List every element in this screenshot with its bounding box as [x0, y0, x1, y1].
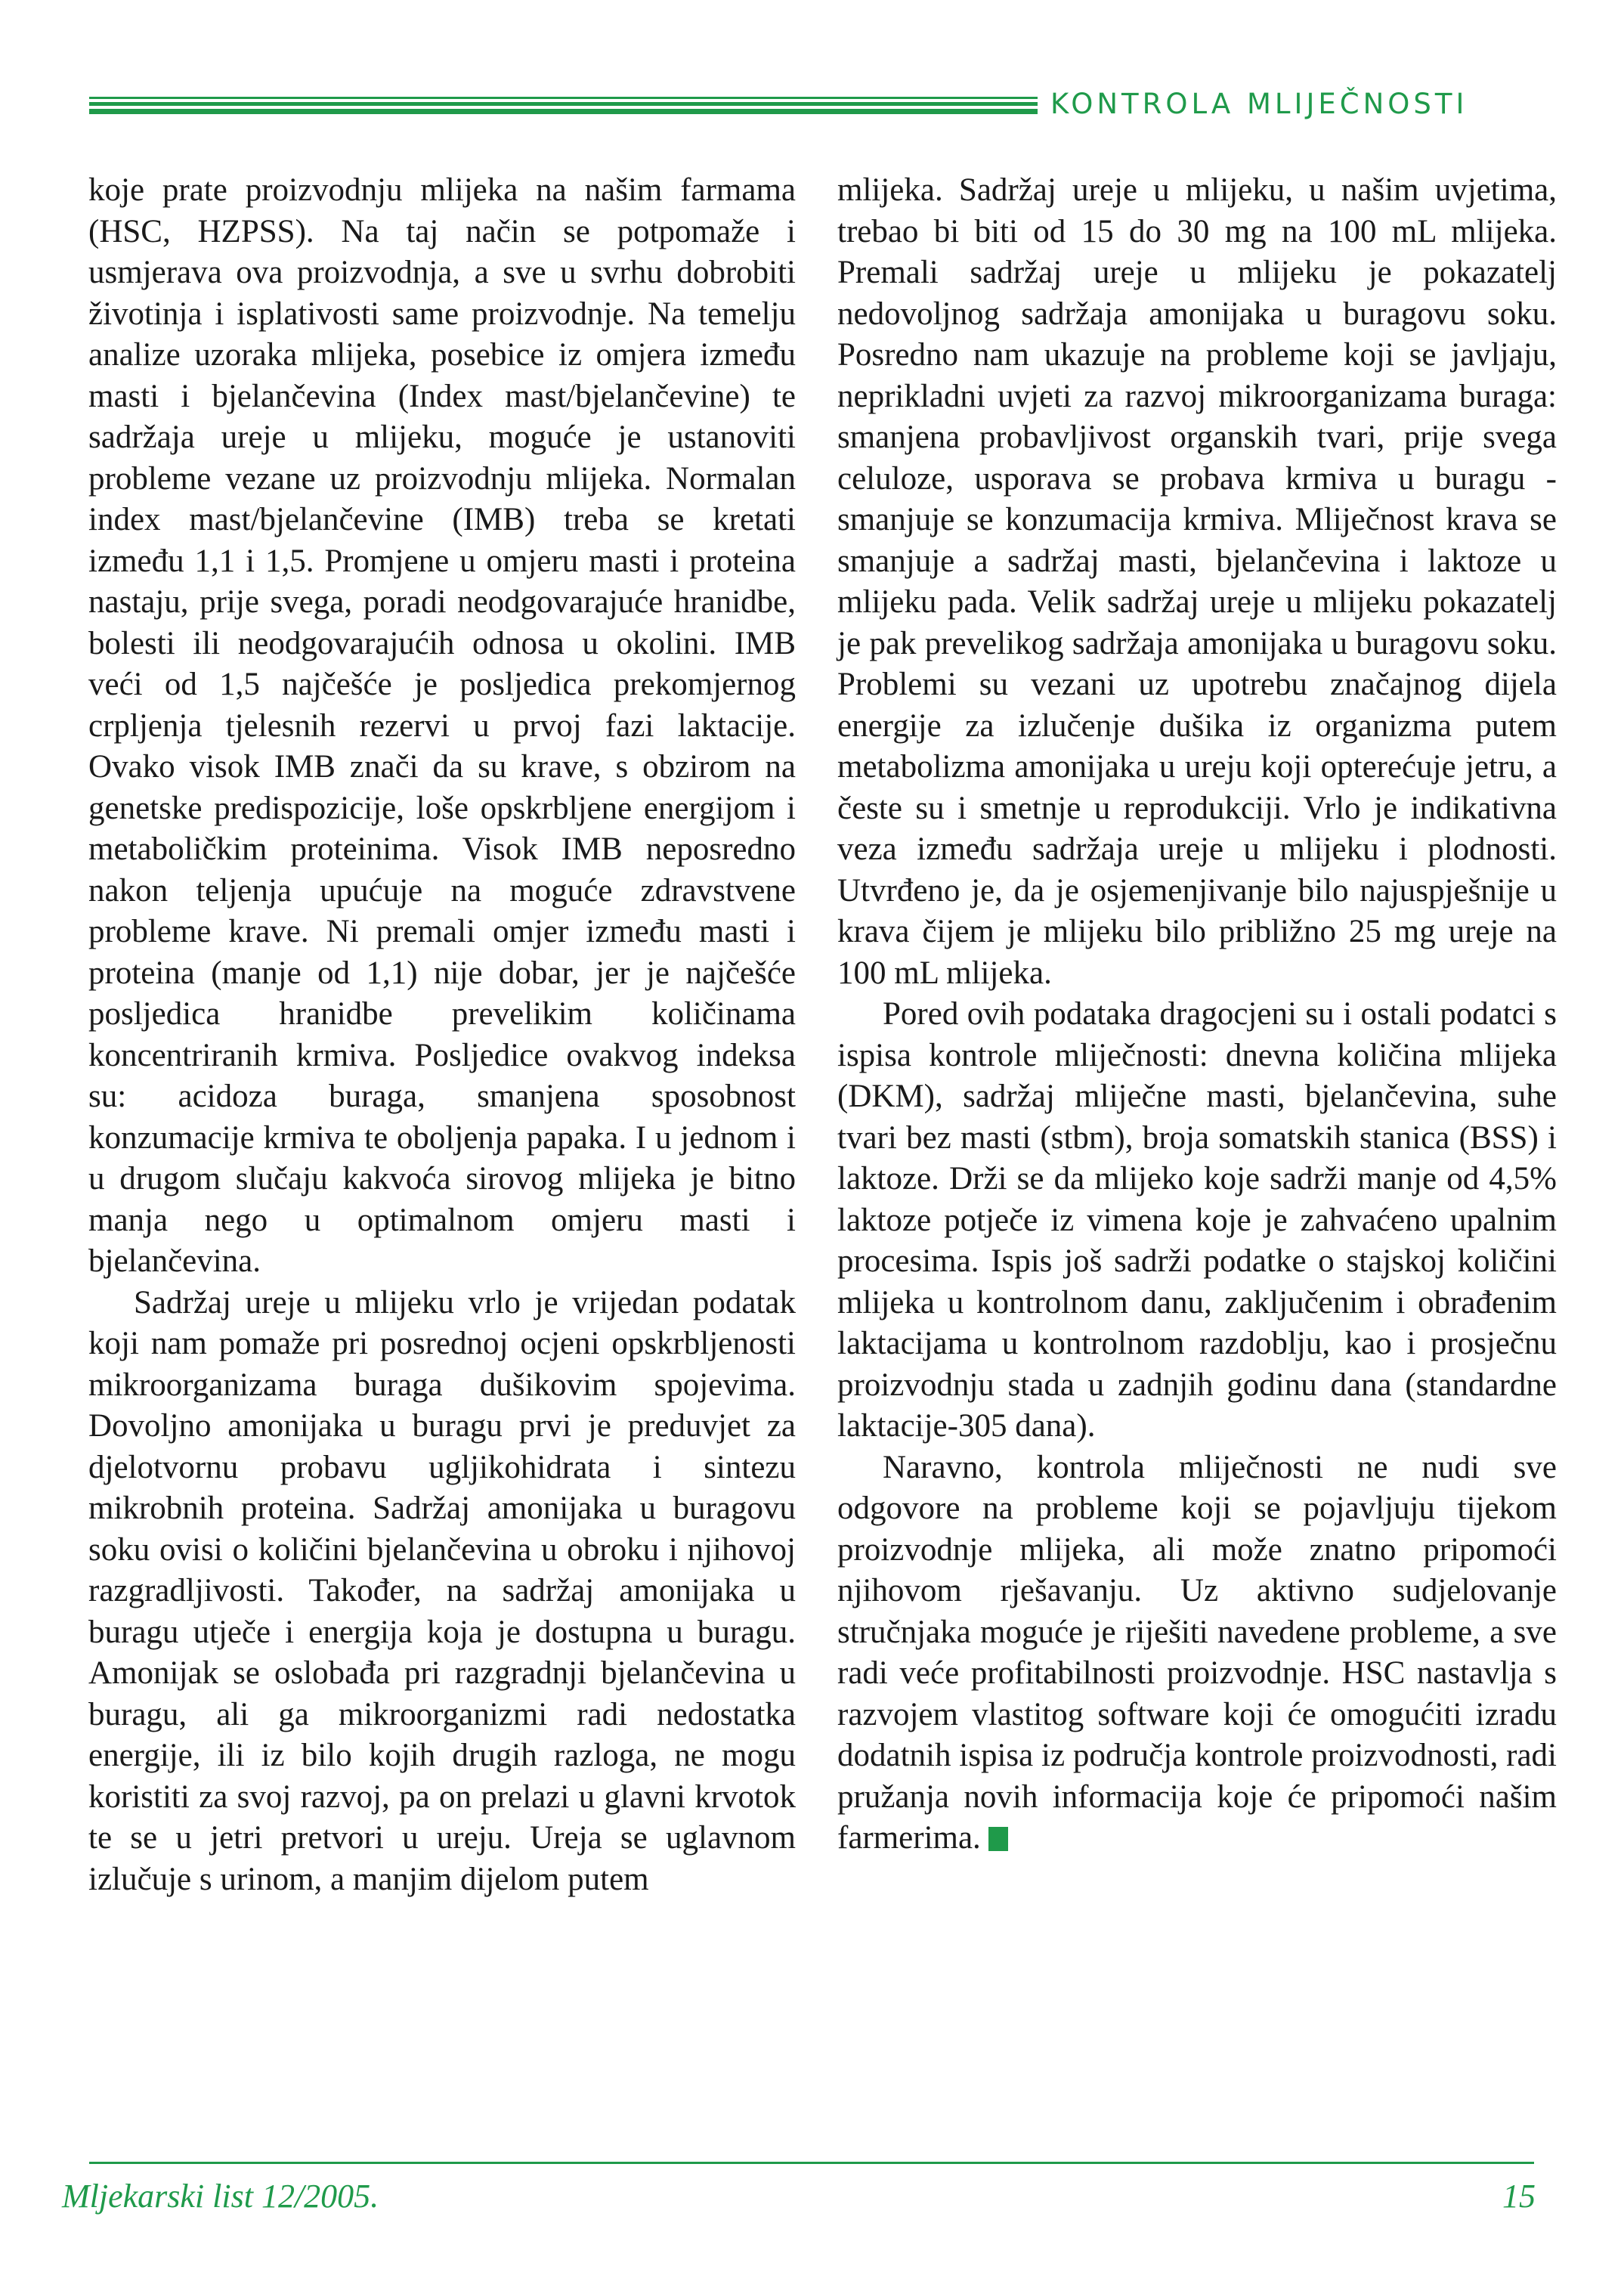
right-paragraph-3 [837, 1447, 1557, 1859]
left-column [88, 170, 796, 1900]
end-of-article-icon [988, 1827, 1008, 1851]
publication-title: Mljekarski list 12/2005. [62, 2178, 379, 2215]
footer-rule [89, 2162, 1534, 2164]
right-paragraph-3-text: Naravno, kontrola mliječnosti ne nudi sve odgovore na probleme koji se pojavljuju tijekom proizvodnje mlijeka, ali može znatno pripomoći njihovom rješavanju. Uz aktivno sudjelovanje stručnjaka moguće je riješiti navedene probleme, a sve radi veće profitabilnosti proizvodnje. HSC nastavlja s razvojem vlastitog software koji će omogućiti izradu dodatnih ispisa iz područja kontrole proizvodnosti, radi pružanja novih informacija koje će pripomoći našim farmerima. [837, 1449, 1557, 1856]
left-paragraph-2: Sadržaj ureje u mlijeku vrlo je vrijedan podatak koji nam pomaže pri posrednoj ocjeni opskrbljenosti mikroorganizama buraga dušikovim spojevima. Dovoljno amonijaka u buragu prvi je preduvjet za djelotvornu probavu ugljikohidrata i sintezu mikrobnih proteina. Sadržaj amonijaka u buragovu soku ovisi o količini bjelančevina u obroku i njihovoj razgradljivosti. Također, na sadržaj amonijaka u buragu utječe i energija koja je dostupna u buragu. Amonijak se oslobađa pri razgradnji bjelančevina u buragu, ali ga mikroorganizmi radi nedostatka energije, ili iz bilo kojih drugih razloga, ne mogu koristiti za svoj razvoj, pa on prelazi u glavni krvotok te se u jetri pretvori u ureju. Ureja se uglavnom izlučuje s urinom, a manjim dijelom putem [88, 1284, 796, 1897]
page-number: 15 [1502, 2178, 1536, 2215]
left-paragraph-1: koje prate proizvodnju mlijeka na našim farmama (HSC, HZPSS). Na taj način se potpomaže i usmjerava ova proizvodnja, a sve u svrhu dobrobiti životinja i isplativosti same proizvodnje. Na temelju analize uzoraka mlijeka, posebice iz omjera između masti i bjelančevina (Index mast/bjelančevine) te sadržaja ureje u mlijeku, moguće je ustanoviti probleme vezane uz proizvodnju mlijeka. Normalan index mast/bjelančevine (IMB) treba se kretati između 1,1 i 1,5. Promjene u omjeru masti i proteina nastaju, prije svega, poradi neodgovarajuće hranidbe, bolesti ili neodgovarajućih odnosa u okolini. IMB veći od 1,5 najčešće je posljedica prekomjernog crpljenja tjelesnih rezervi u prvoj fazi laktacije. Ovako visok IMB znači da su krave, s obzirom na genetske predispozicije, loše opskrbljene energijom i metaboličkim proteinima. Visok IMB neposredno nakon teljenja upućuje na moguće zdravstvene probleme krave. Ni premali omjer između masti i proteina (manje od 1,1) nije dobar, jer je najčešće posljedica hranidbe prevelikim količinama koncentriranih krmiva. Posljedice ovakvog indeksa su: acidoza buraga, smanjena sposobnost konzumacije krmiva te oboljenja papaka. I u jednom i u drugom slučaju kakvoća sirovog mlijeka je bitno manja nego u optimalnom omjeru masti i bjelančevina. [88, 172, 796, 1279]
right-column [837, 170, 1557, 1859]
running-head: KONTROLA MLIJEČNOSTI [1050, 88, 1468, 120]
right-paragraph-1: mlijeka. Sadržaj ureje u mlijeku, u našim uvjetima, trebao bi biti od 15 do 30 mg na 100 mL mlijeka. Premali sadržaj ureje u mlijeku je pokazatelj nedovoljnog sadržaja amonijaka u buragovu soku. Posredno nam ukazuje na probleme koji se javljaju, neprikladni uvjeti za razvoj mikroorganizama buraga: smanjena probavljivost organskih tvari, prije svega celuloze, usporava se probava krmiva u buragu - smanjuje se konzumacija krmiva. Mliječnost krava se smanjuje a sadržaj masti, bjelančevina i laktoze u mlijeku pada. Velik sadržaj ureje u mlijeku pokazatelj je pak prevelikog sadržaja amonijaka u buragovu soku. Problemi su vezani uz upotrebu značajnog dijela energije za izlučenje dušika iz organizma putem metabolizma amonijaka u ureju koji opterećuje jetru, a česte su i smetnje u reprodukciji. Vrlo je indikativna veza između sadržaja ureje u mlijeku i plodnosti. Utvrđeno je, da je osjemenjivanje bilo najuspješnije u krava čijem je mlijeku bilo približno 25 mg ureje na 100 mL mlijeka. [837, 172, 1557, 991]
right-paragraph-2: Pored ovih podataka dragocjeni su i ostali podatci s ispisa kontrole mliječnosti: dnevna količina mlijeka (DKM), sadržaj mliječne masti, bjelančevina, suhe tvari bez masti (stbm), broja somatskih stanica (BSS) i laktoze. Drži se da mlijeko koje sadrži manje od 4,5% laktoze potječe iz vimena koje je zahvaćeno upalnim procesima. Ispis još sadrži podatke o stajskoj količini mlijeka u kontrolnom danu, zaključenim i obrađenim laktacijama u kontrolnom razdoblju, kao i prosječnu proizvodnju stada u zadnjih godinu dana (standardne laktacije-305 dana). [837, 996, 1557, 1444]
header-rule [89, 97, 1038, 115]
